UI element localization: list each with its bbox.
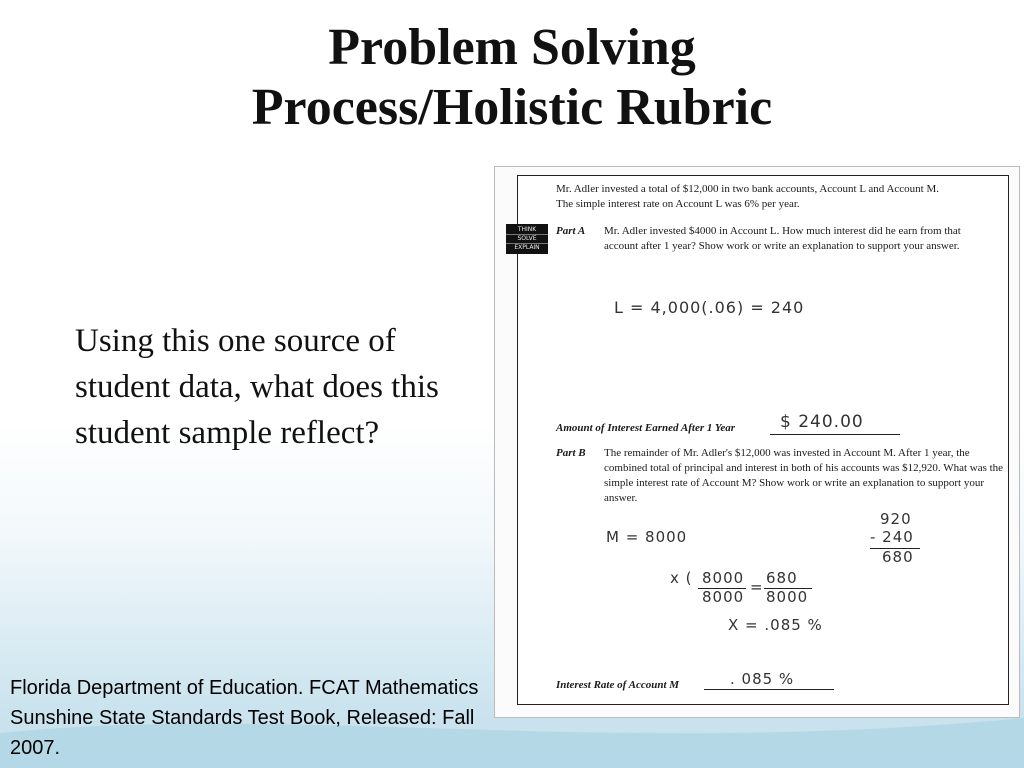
amount-answer: $ 240.00 bbox=[780, 412, 864, 432]
part-b-text: The remainder of Mr. Adler's $12,000 was invested in Account M. After 1 year, the combined total of principal and interest in both of his accounts was $12,920. What was the simple interest rate of Account M? Show work or write an explanation to support your answer. bbox=[604, 447, 1004, 504]
think-solve-explain-badge bbox=[506, 224, 548, 254]
rate-label: Interest Rate of Account M bbox=[556, 679, 680, 691]
part-b-label: Part B bbox=[556, 447, 586, 459]
slide-title bbox=[0, 18, 1024, 138]
rate-answer-line bbox=[704, 689, 834, 690]
amount-answer-line bbox=[770, 434, 900, 435]
work-frac-x: x ( bbox=[670, 569, 693, 587]
part-a-text: Mr. Adler invested $4000 in Account L. How much interest did he earn from that account after 1 year? Show work or write an explanation to support your answer. bbox=[604, 225, 961, 252]
badge-think: THINK bbox=[506, 226, 548, 235]
part-a-work: L = 4,000(.06) = 240 bbox=[614, 298, 805, 317]
source-citation: Florida Department of Education. FCAT Mathematics Sunshine State Standards Test Book, Released: Fall 2007. bbox=[10, 677, 479, 759]
badge-solve: SOLVE bbox=[506, 235, 548, 244]
slide-question: Using this one source of student data, what does this student sample reflect? bbox=[75, 323, 439, 451]
problem-intro: Mr. Adler invested a total of $12,000 in two bank accounts, Account L and Account M. The simple interest rate on Account L was 6% per year. bbox=[556, 183, 939, 210]
work-frac-num: 8000 bbox=[702, 569, 745, 587]
work-sub-mid: - 240 bbox=[870, 528, 914, 546]
badge-explain: EXPLAIN bbox=[514, 244, 540, 251]
worksheet bbox=[514, 175, 1009, 705]
amount-label: Amount of Interest Earned After 1 Year bbox=[556, 422, 736, 434]
title-line-2: Process/Holistic Rubric bbox=[251, 79, 773, 136]
student-sample-image bbox=[494, 166, 1020, 718]
work-sub-bottom: 680 bbox=[882, 548, 914, 566]
work-frac2-num: 680 bbox=[766, 569, 798, 587]
work-eq: = bbox=[750, 578, 764, 596]
part-a-label: Part A bbox=[556, 225, 586, 237]
work-m: M = 8000 bbox=[606, 528, 688, 546]
work-result: X = .085 % bbox=[728, 616, 823, 634]
title-line-1: Problem Solving bbox=[328, 19, 696, 76]
work-sub-top: 920 bbox=[880, 510, 912, 528]
rate-answer: . 085 % bbox=[730, 670, 795, 688]
work-frac-den: 8000 bbox=[702, 588, 745, 606]
work-frac2-den: 8000 bbox=[766, 588, 809, 606]
